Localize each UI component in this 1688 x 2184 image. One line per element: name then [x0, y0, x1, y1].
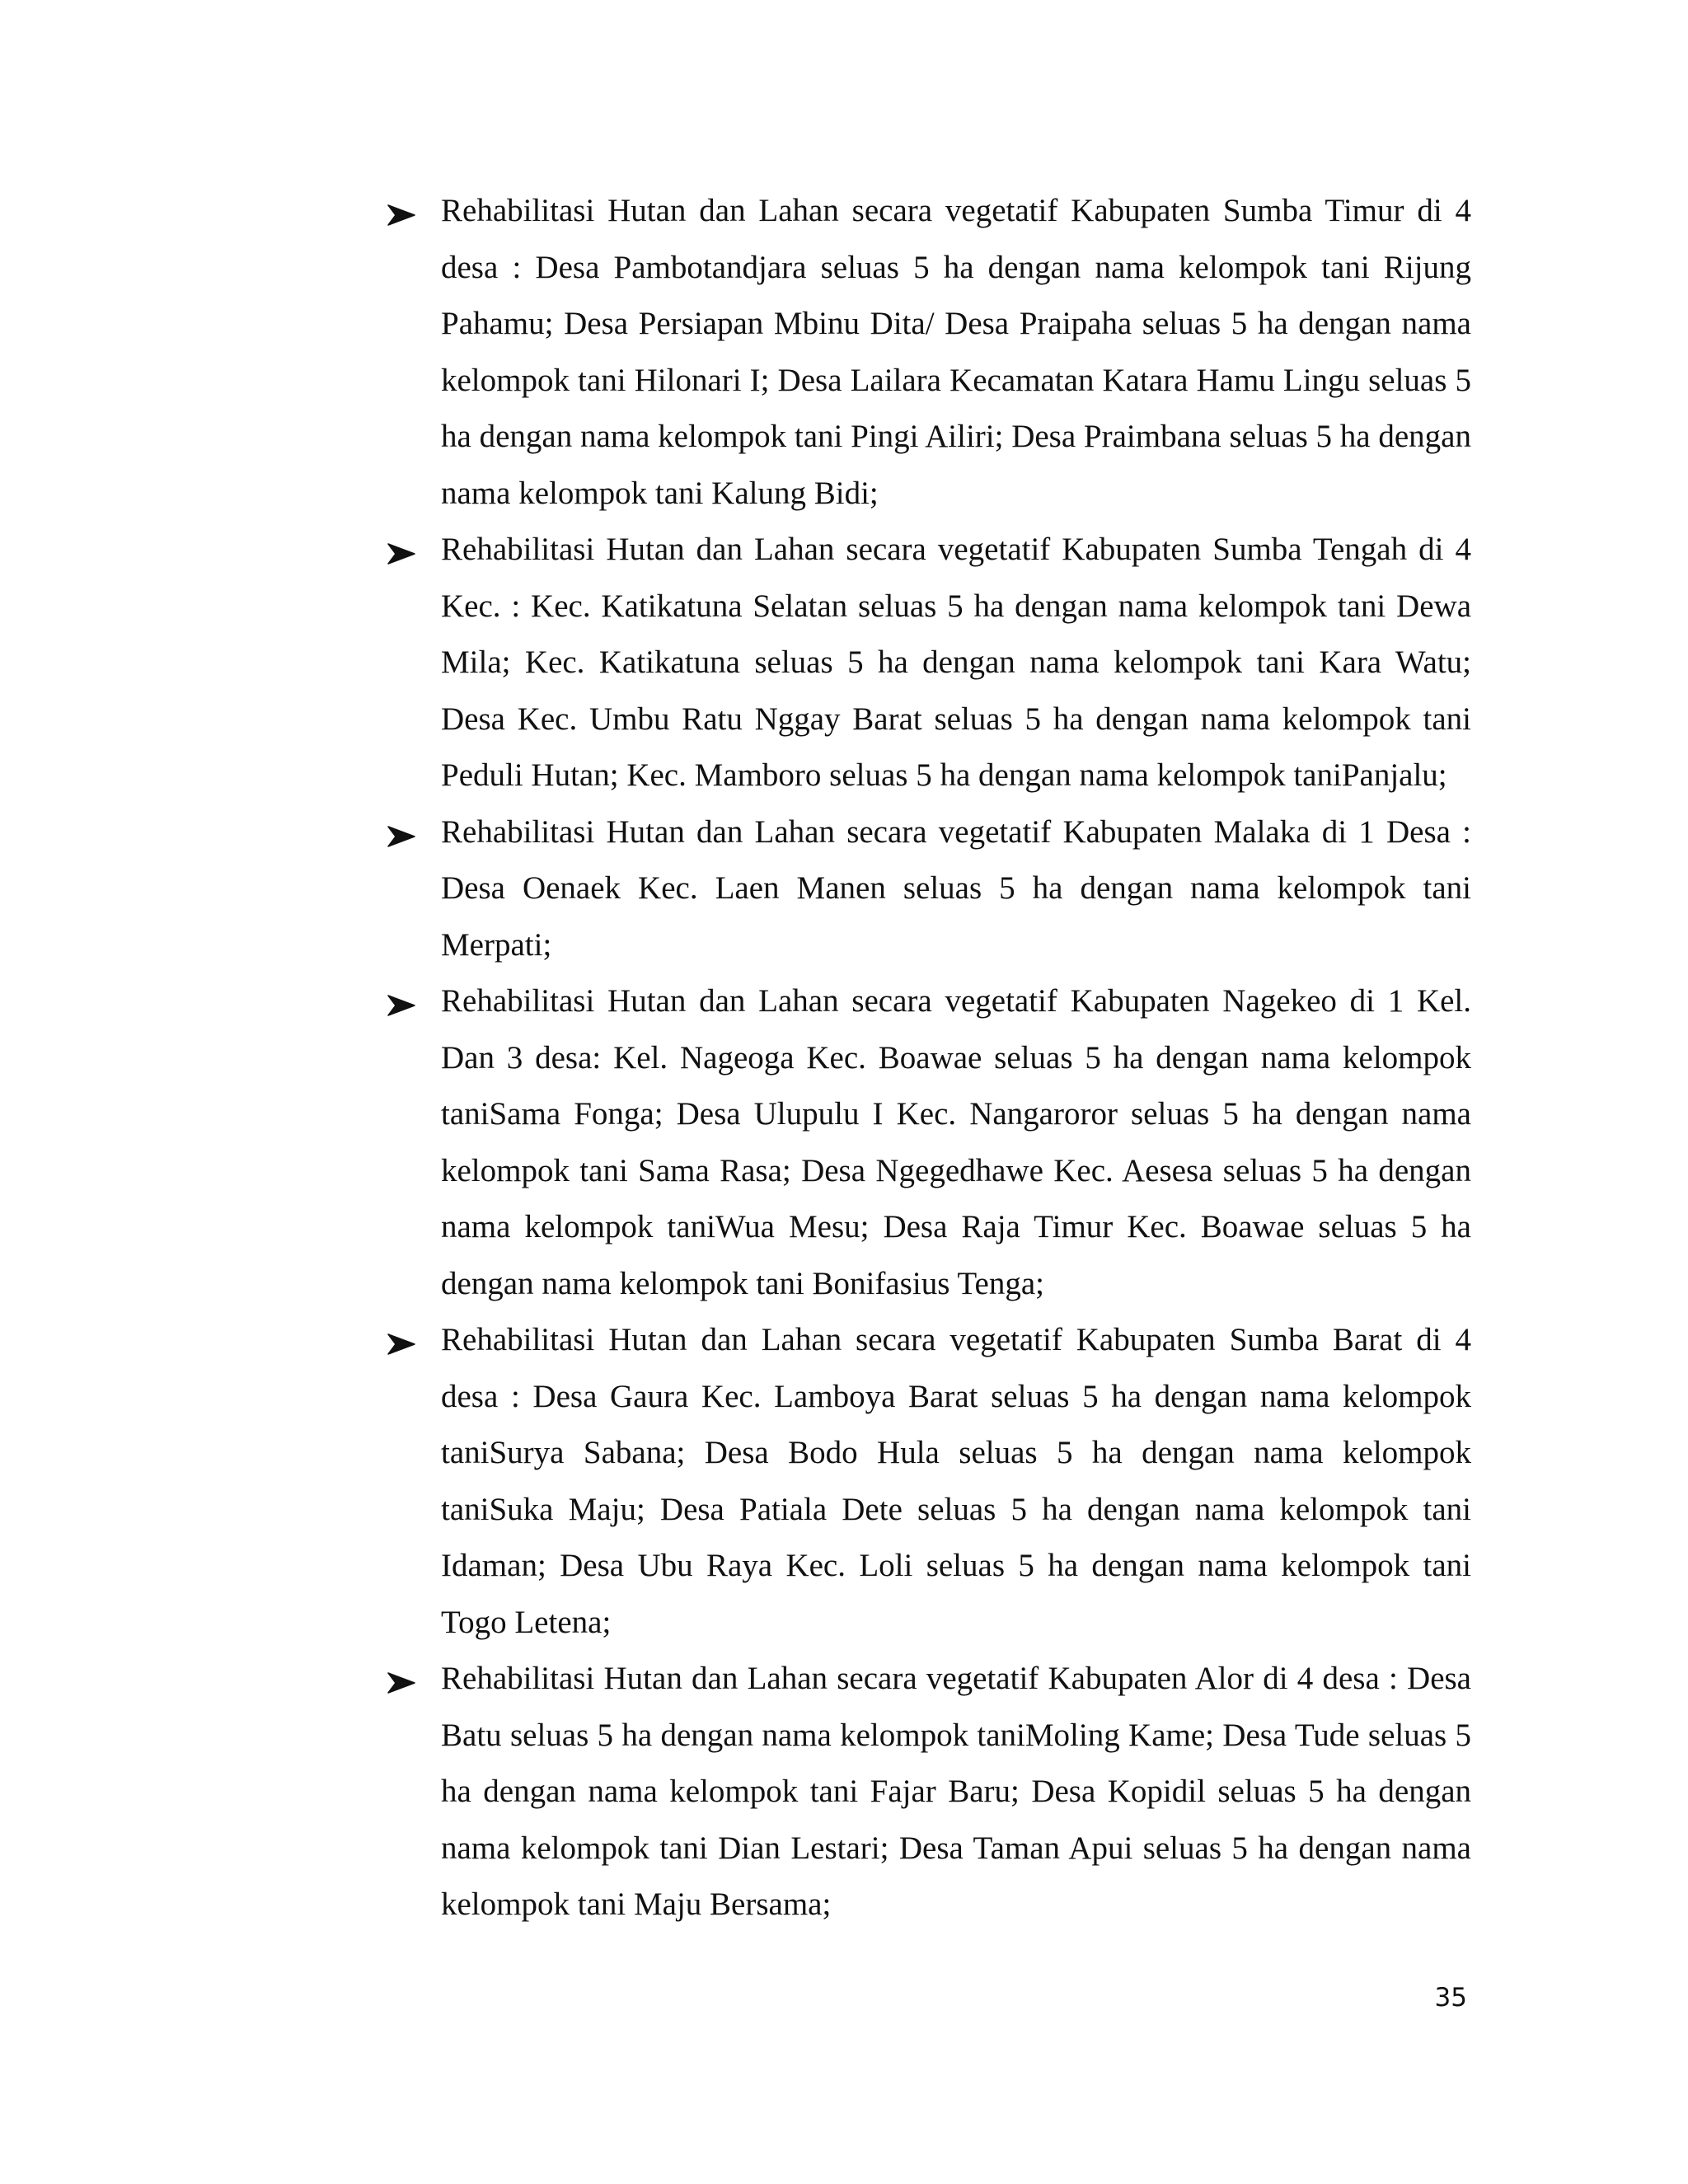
- arrowhead-bullet-icon: [387, 1672, 415, 1694]
- list-item: [387, 183, 1471, 522]
- list-item-text: Rehabilitasi Hutan dan Lahan secara vegetatif Kabupaten Sumba Barat di 4 desa : Desa Gaura Kec. Lamboya Barat seluas 5 ha dengan nama kelompok taniSurya Sabana; Desa Bodo Hula seluas 5 ha dengan nama kelompok taniSuka Maju; Desa Patiala Dete seluas 5 ha dengan nama kelompok tani Idaman; Desa Ubu Raya Kec. Loli seluas 5 ha dengan nama kelompok tani Togo Letena;: [441, 1322, 1471, 1640]
- arrowhead-bullet-icon: [387, 1333, 415, 1355]
- arrowhead-bullet-icon: [387, 204, 415, 226]
- list-item-text: Rehabilitasi Hutan dan Lahan secara vegetatif Kabupaten Sumba Timur di 4 desa : Desa Pambotandjara seluas 5 ha dengan nama kelompok tani Rijung Pahamu; Desa Persiapan Mbinu Dita/ Desa Praipaha seluas 5 ha dengan nama kelompok tani Hilonari I; Desa Lailara Kecamatan Katara Hamu Lingu seluas 5 ha dengan nama kelompok tani Pingi Ailiri; Desa Praimbana seluas 5 ha dengan nama kelompok tani Kalung Bidi;: [441, 193, 1471, 511]
- arrowhead-bullet-icon: [387, 826, 415, 847]
- list-item: [387, 522, 1471, 804]
- arrowhead-bullet-icon: [387, 543, 415, 565]
- list-item-text: Rehabilitasi Hutan dan Lahan secara vegetatif Kabupaten Alor di 4 desa : Desa Batu seluas 5 ha dengan nama kelompok taniMoling Kame; Desa Tude seluas 5 ha dengan nama kelompok tani Fajar Baru; Desa Kopidil seluas 5 ha dengan nama kelompok tani Dian Lestari; Desa Taman Apui seluas 5 ha dengan nama kelompok tani Maju Bersama;: [441, 1661, 1471, 1922]
- list-item: [387, 1651, 1471, 1933]
- bullet-list: [387, 183, 1471, 1933]
- list-item: [387, 804, 1471, 974]
- page-number: 35: [1434, 1983, 1467, 2013]
- list-item: [387, 1312, 1471, 1651]
- list-item: [387, 973, 1471, 1312]
- list-item-text: Rehabilitasi Hutan dan Lahan secara vegetatif Kabupaten Sumba Tengah di 4 Kec. : Kec. Katikatuna Selatan seluas 5 ha dengan nama kelompok tani Dewa Mila; Kec. Katikatuna seluas 5 ha dengan nama kelompok tani Kara Watu; Desa Kec. Umbu Ratu Nggay Barat seluas 5 ha dengan nama kelompok tani Peduli Hutan; Kec. Mamboro seluas 5 ha dengan nama kelompok taniPanjalu;: [441, 532, 1471, 793]
- arrowhead-bullet-icon: [387, 995, 415, 1016]
- list-item-text: Rehabilitasi Hutan dan Lahan secara vegetatif Kabupaten Nagekeo di 1 Kel. Dan 3 desa: Kel. Nageoga Kec. Boawae seluas 5 ha dengan nama kelompok taniSama Fonga; Desa Ulupulu I Kec. Nangaroror seluas 5 ha dengan nama kelompok tani Sama Rasa; Desa Ngegedhawe Kec. Aesesa seluas 5 ha dengan nama kelompok taniWua Mesu; Desa Raja Timur Kec. Boawae seluas 5 ha dengan nama kelompok tani Bonifasius Tenga;: [441, 983, 1471, 1301]
- list-item-text: Rehabilitasi Hutan dan Lahan secara vegetatif Kabupaten Malaka di 1 Desa : Desa Oenaek Kec. Laen Manen seluas 5 ha dengan nama kelompok tani Merpati;: [441, 813, 1471, 963]
